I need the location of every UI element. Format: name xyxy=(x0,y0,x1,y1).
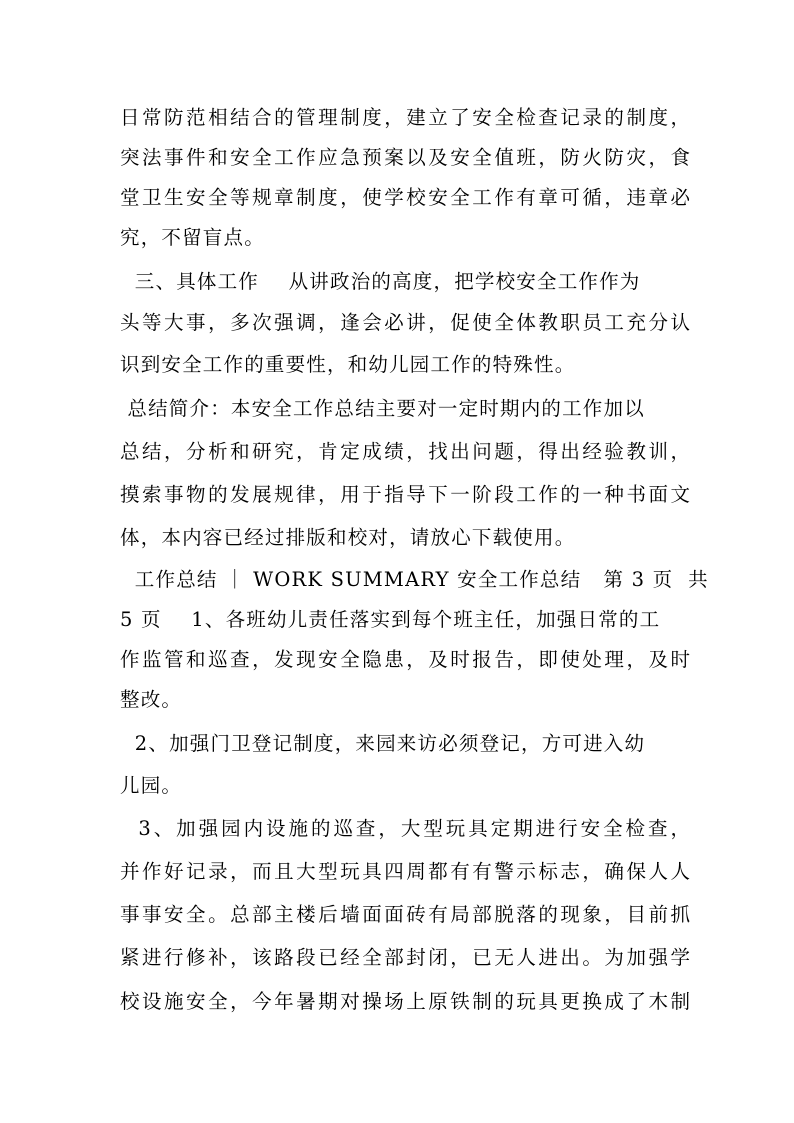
text-line: 体，本内容已经过排版和校对，请放心下载使用。 xyxy=(120,526,576,549)
text-line: 工作总结 ｜ WORK SUMMARY 安全工作总结 第 3 页 共 xyxy=(120,568,709,591)
text-line: 3、加强园内设施的巡查，大型玩具定期进行安全检查， xyxy=(120,817,690,840)
text-line: 识到安全工作的重要性，和幼儿园工作的特殊性。 xyxy=(120,353,576,376)
text-line: 三、具体工作 从讲政治的高度，把学校安全工作作为 xyxy=(120,270,641,293)
text-line: 并作好记录，而且大型玩具四周都有有警示标志，确保人人 xyxy=(120,860,690,883)
text-line: 总结简介：本安全工作总结主要对一定时期内的工作加以 xyxy=(120,397,645,420)
text-line: 突法事件和安全工作应急预案以及安全值班，防火防灾，食 xyxy=(120,146,690,169)
text-line: 2、加强门卫登记制度，来园来访必须登记，方可进入幼 xyxy=(120,732,646,755)
text-line: 作监管和巡查，发现安全隐患，及时报告，即使处理，及时 xyxy=(120,648,690,671)
text-line: 头等大事，多次强调，逢会必讲，促使全体教职员工充分认 xyxy=(120,311,690,334)
text-line: 校设施安全，今年暑期对操场上原铁制的玩具更换成了木制 xyxy=(120,990,690,1013)
text-line: 整改。 xyxy=(120,688,183,711)
text-line: 儿园。 xyxy=(120,774,183,797)
text-line: 堂卫生安全等规章制度，使学校安全工作有章可循，违章必 xyxy=(120,186,690,209)
text-line: 摸索事物的发展规律，用于指导下一阶段工作的一种书面文 xyxy=(120,483,690,506)
text-line: 究，不留盲点。 xyxy=(120,226,265,249)
text-line: 日常防范相结合的管理制度，建立了安全检查记录的制度， xyxy=(120,106,690,129)
text-line: 5 页 1、各班幼儿责任落实到每个班主任，加强日常的工 xyxy=(120,608,661,631)
text-line: 总结，分析和研究，肯定成绩，找出问题，得出经验教训， xyxy=(120,440,690,463)
text-line: 紧进行修补，该路段已经全部封闭，已无人进出。为加强学 xyxy=(120,946,690,969)
text-line: 事事安全。总部主楼后墙面面砖有局部脱落的现象，目前抓 xyxy=(120,903,690,926)
